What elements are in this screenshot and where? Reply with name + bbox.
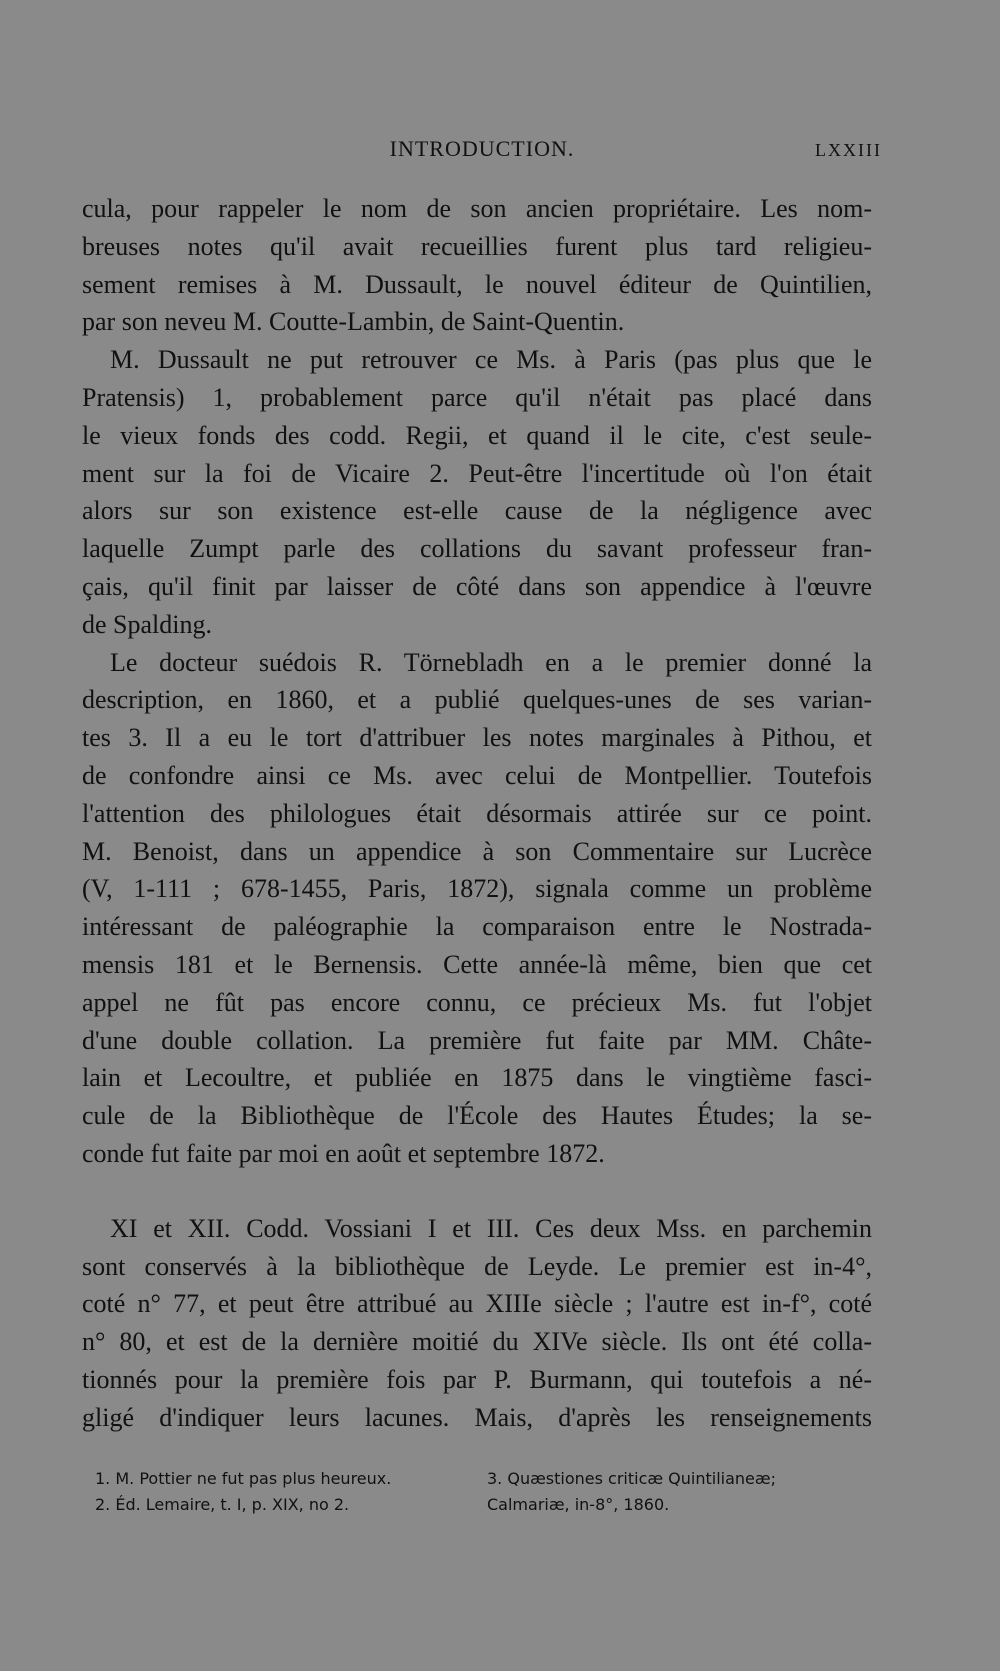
text-line: d'une double collation. La première fut faite par MM. Châte- — [82, 1025, 872, 1055]
paragraph — [82, 190, 872, 341]
text-line: XI et XII. Codd. Vossiani I et III. Ces deux Mss. en parchemin — [110, 1213, 872, 1243]
text-line: coté n° 77, et peut être attribué au XIIIe siècle ; l'autre est in-f°, coté — [82, 1289, 872, 1319]
text-line: sement remises à M. Dussault, le nouvel éditeur de Quintilien, — [82, 269, 872, 299]
text-line: breuses notes qu'il avait recueillies furent plus tard religieu- — [82, 231, 872, 261]
text-line: M. Benoist, dans un appendice à son Commentaire sur Lucrèce — [82, 836, 872, 866]
footnotes-left-column — [95, 1466, 391, 1518]
running-header — [82, 136, 882, 166]
text-line: mensis 181 et le Bernensis. Cette année-là même, bien que cet — [82, 949, 872, 979]
footnote: 3. Quæstiones criticæ Quintilianeæ; — [487, 1469, 776, 1488]
text-line: Pratensis) 1, probablement parce qu'il n'était pas placé dans — [82, 382, 872, 412]
paragraph — [82, 644, 872, 1173]
text-line: appel ne fût pas encore connu, ce précieux Ms. fut l'objet — [82, 987, 872, 1017]
text-line: par son neveu M. Coutte-Lambin, de Saint-Quentin. — [82, 307, 625, 337]
text-line: M. Dussault ne put retrouver ce Ms. à Paris (pas plus que le — [110, 345, 872, 375]
text-line: Le docteur suédois R. Törnebladh en a le premier donné la — [110, 647, 872, 677]
text-line: cula, pour rappeler le nom de son ancien propriétaire. Les nom- — [82, 194, 872, 223]
text-line: de Spalding. — [82, 609, 212, 639]
body-text — [82, 190, 872, 1437]
text-line: sont conservés à la bibliothèque de Leyde. Le premier est in-4°, — [82, 1251, 872, 1281]
text-line: lain et Lecoultre, et publiée en 1875 dans le vingtième fasci- — [82, 1063, 872, 1093]
paragraph — [82, 341, 872, 643]
text-line: tes 3. Il a eu le tort d'attribuer les notes marginales à Pithou, et — [82, 723, 872, 753]
text-line: (V, 1-111 ; 678-1455, Paris, 1872), signala comme un problème — [82, 874, 872, 904]
text-line: laquelle Zumpt parle des collations du savant professeur fran- — [82, 534, 872, 564]
text-line: description, en 1860, et a publié quelques-unes de ses varian- — [82, 685, 872, 715]
text-line: cule de la Bibliothèque de l'École des Hautes Études; la se- — [82, 1101, 872, 1131]
footnote: 2. Éd. Lemaire, t. I, p. XIX, no 2. — [95, 1495, 350, 1514]
text-line: l'attention des philologues était désormais attirée sur ce point. — [82, 798, 872, 828]
page-number: LXXIII — [815, 140, 882, 160]
text-line: le vieux fonds des codd. Regii, et quand il le cite, c'est seule- — [82, 420, 872, 450]
text-line: ment sur la foi de Vicaire 2. Peut-être l'incertitude où l'on était — [82, 458, 872, 488]
text-line: alors sur son existence est-elle cause de la négligence avec — [82, 496, 872, 526]
footnote: Calmariæ, in-8°, 1860. — [487, 1495, 670, 1514]
footnotes-right-column — [487, 1466, 776, 1518]
footnote: 1. M. Pottier ne fut pas plus heureux. — [95, 1469, 392, 1488]
text-line: çais, qu'il finit par laisser de côté dans son appendice à l'œuvre — [82, 571, 872, 601]
text-line: gligé d'indiquer leurs lacunes. Mais, d'après les renseignements — [82, 1402, 872, 1432]
text-line: tionnés pour la première fois par P. Burmann, qui toutefois a né- — [82, 1364, 872, 1394]
page-header-title: INTRODUCTION. — [389, 136, 575, 161]
text-line: n° 80, et est de la dernière moitié du XIVe siècle. Ils ont été colla- — [82, 1327, 872, 1357]
paragraph — [82, 1210, 872, 1437]
text-line: conde fut faite par moi en août et septembre 1872. — [82, 1138, 605, 1168]
text-line: intéressant de paléographie la comparaison entre le Nostrada- — [82, 912, 872, 942]
text-line: de confondre ainsi ce Ms. avec celui de Montpellier. Toutefois — [82, 760, 872, 790]
